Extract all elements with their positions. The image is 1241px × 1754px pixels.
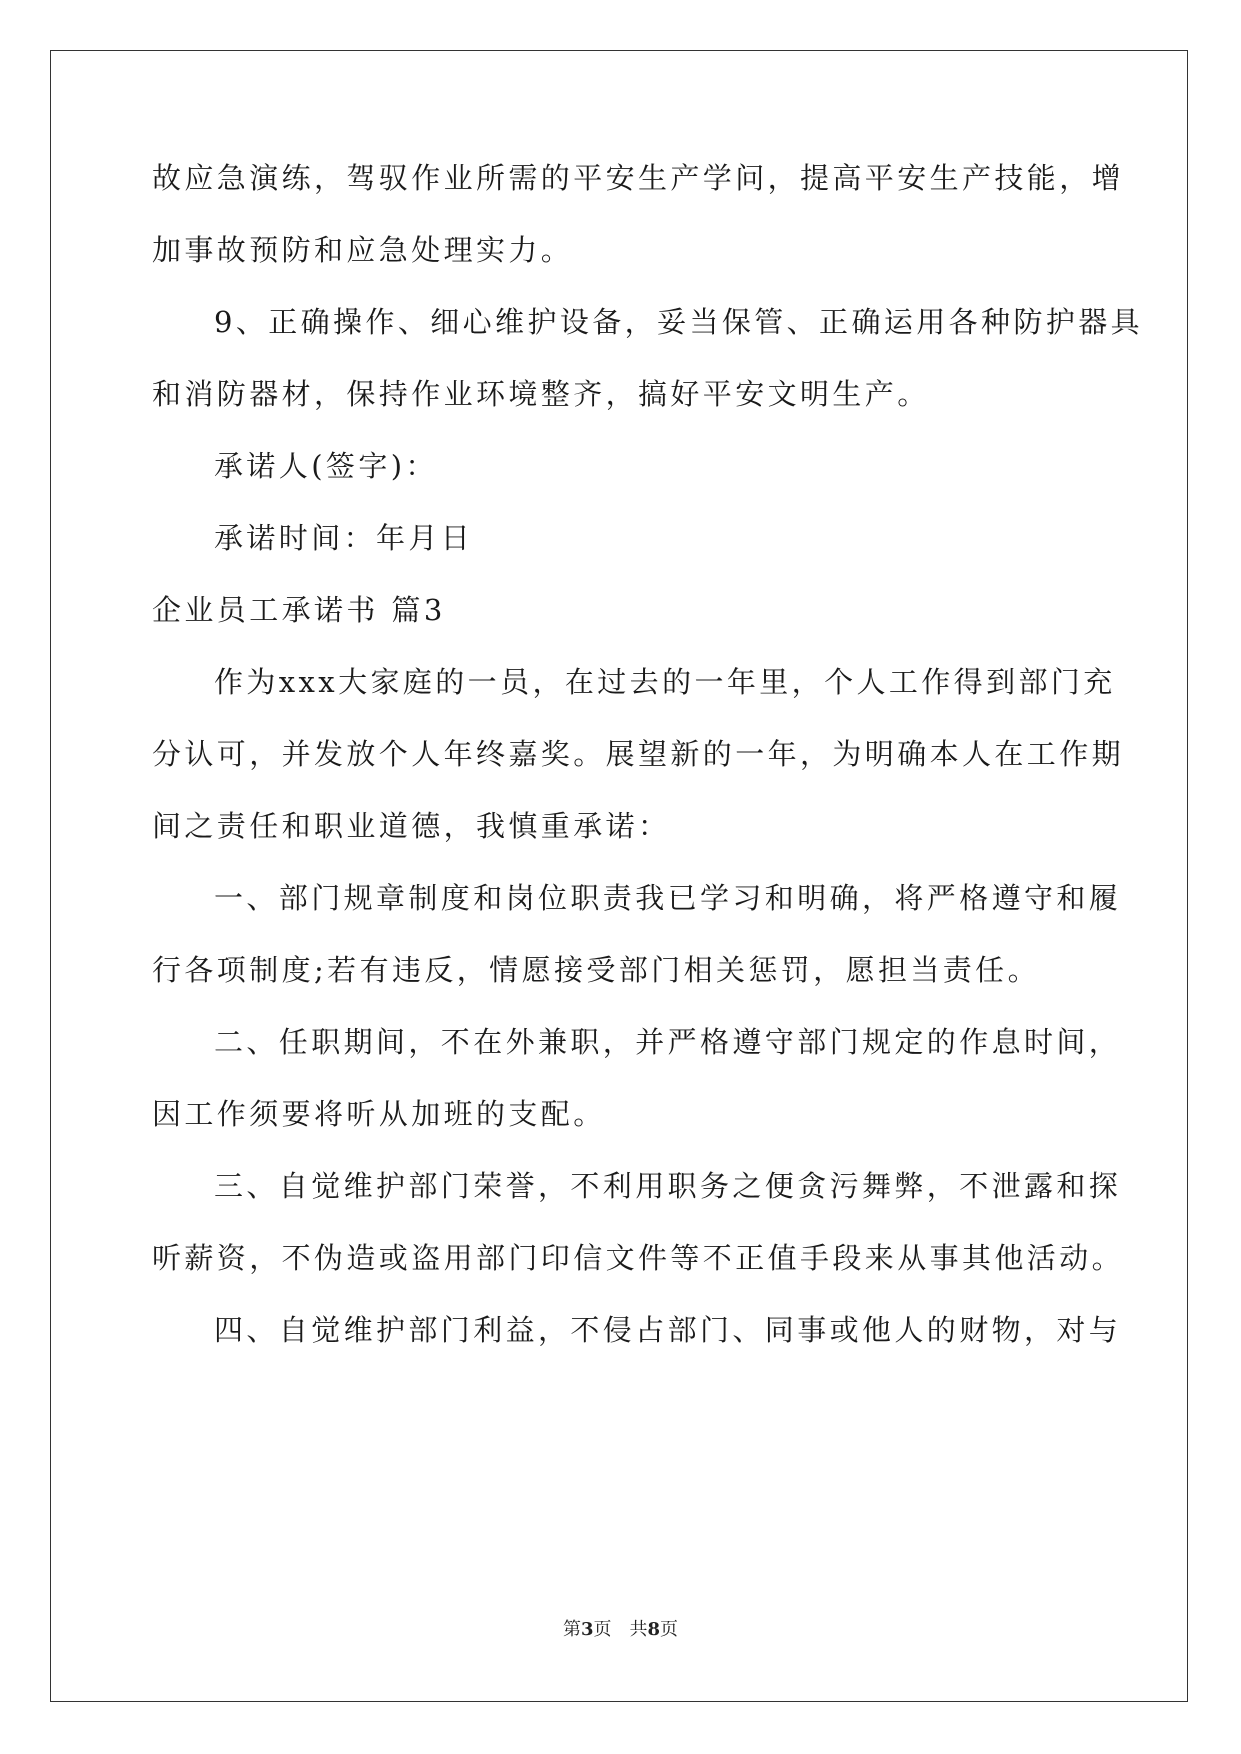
paragraph-line: 作为xxx大家庭的一员，在过去的一年里，个人工作得到部门充 <box>214 665 1116 699</box>
page-middle: 页 共 <box>593 1619 648 1640</box>
paragraph-line: 四、自觉维护部门利益，不侵占部门、同事或他人的财物，对与 <box>214 1313 1122 1347</box>
page-prefix: 第 <box>562 1619 581 1640</box>
text-line: 因工作须要将听从加班的支配。 <box>152 1097 606 1131</box>
page-border <box>50 50 1188 1702</box>
paragraph-line: 一、部门规章制度和岗位职责我已学习和明确，将严格遵守和履 <box>214 881 1122 915</box>
page-number: 3 <box>580 1619 594 1640</box>
date-label: 承诺时间：年月日 <box>214 521 474 555</box>
paragraph-line: 三、自觉维护部门荣誉，不利用职务之便贪污舞弊，不泄露和探 <box>214 1169 1122 1203</box>
text-line: 分认可，并发放个人年终嘉奖。展望新的一年，为明确本人在工作期 <box>152 737 1125 771</box>
paragraph-line: 9、正确操作、细心维护设备，妥当保管、正确运用各种防护器具 <box>214 305 1144 339</box>
text-line: 行各项制度;若有违反，情愿接受部门相关惩罚，愿担当责任。 <box>152 953 1040 987</box>
text-line: 间之责任和职业道德，我慎重承诺： <box>152 809 671 843</box>
section-heading: 企业员工承诺书 篇3 <box>152 593 446 627</box>
text-line: 听薪资，不伪造或盗用部门印信文件等不正值手段来从事其他活动。 <box>152 1241 1125 1275</box>
page-suffix: 页 <box>660 1619 679 1640</box>
signature-label: 承诺人(签字)： <box>214 449 438 483</box>
page-total: 8 <box>647 1619 661 1640</box>
text-line: 加事故预防和应急处理实力。 <box>152 233 574 267</box>
text-line: 故应急演练，驾驭作业所需的平安生产学问，提高平安生产技能，增 <box>152 161 1125 195</box>
text-line: 和消防器材，保持作业环境整齐，搞好平安文明生产。 <box>152 377 930 411</box>
paragraph-line: 二、任职期间，不在外兼职，并严格遵守部门规定的作息时间， <box>214 1025 1122 1059</box>
page-footer <box>0 1618 1241 1642</box>
